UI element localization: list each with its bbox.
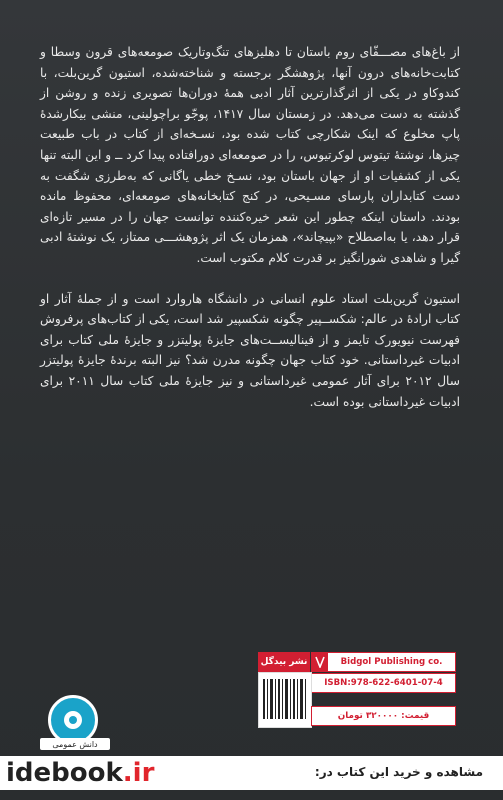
blurb-paragraph-1: از باغ‌های مصـــفّای روم باستان تا دهلیزهای تنگ‌وتاریک صومعه‌های قرون وسطا و کتابت‌خانه‌های درون آنها، پژوهشگر برجسته و شناخته‌شده، استیون گرین‌بلت، با کندوکاو در یکی از اثرگذارترین آثار ادبی همهٔ دوران‌ها تصویری زنده و روشن از گذشته به دست می‌دهد. در زمستان سال ۱۴۱۷، پوجّو براچولینی، منشی بیکارشدهٔ پاپ مخلوع که اینک شکارچی کتاب شده بود، نسـخه‌ای از کتاب در باب طبیعت چیزها، نوشتهٔ تیتوس لوکرتیوس، را در صومعه‌ای دورافتاده پیدا کرد ــ و این البته تنها یکی از کشفیات او از جهان باستان بود، نسـخ خطی یاگانی که به‌طرزی شگفت به دست کتابداران پارسای مسـیحی، در کنج کتابخانه‌های صومعه‌ای، محفوظ مانده بودند. داستان اینکه چطور این شعر خیره‌کننده توانست جهان را در مسیر تازه‌ای قرار دهد، یا به‌اصطلاح «بپیچاند»، همزمان یک اثر پژوهشـــی ممتاز، یک نوشتهٔ ادبی گیرا و شاهدی شورانگیز بر قدرت کلام مکتوب است.: [40, 45, 460, 265]
site-logo-prefix: idebook: [6, 758, 123, 788]
site-logo[interactable]: [6, 758, 154, 788]
isbn: ISBN:978-622-6401-07-4: [311, 673, 456, 693]
price: قیمت: ۳۲۰۰۰۰ تومان: [311, 706, 456, 726]
publisher-logo-icon: [312, 653, 328, 671]
publisher-name-en: Bidgol Publishing co.: [340, 657, 443, 667]
site-logo-suffix: .ir: [122, 758, 155, 788]
publisher-name-fa: نشر بیدگل: [258, 652, 310, 672]
watermark-text: مشاهده و خرید این کتاب در:: [314, 765, 483, 779]
blurb-paragraph-2: استیون گرین‌بلت استاد علوم انسانی در دانشگاه هاروارد است و از جملهٔ آثار او کتاب ارادهٔ در عالم: شکســپیر چگونه شکسپیر شد است، یکی از کتاب‌های پرفروش فهرست نیویورک تایمز و از فینالیســت‌های جایزهٔ پولیتزر و جایزهٔ ملی کتاب برای ادبیات غیرداستانی. خود کتاب جهان چگونه مدرن شد؟ نیز البته برندهٔ جایزهٔ پولیتزر سال ۲۰۱۲ برای آثار عمومی غیرداستانی و نیز جایزهٔ ملی کتاب سال ۲۰۱۱ برای ادبیات غیرداستانی بوده است.: [40, 291, 460, 409]
publisher-box: [311, 652, 456, 672]
watermark-banner[interactable]: [0, 756, 503, 790]
barcode-icon: [258, 672, 312, 728]
blurb: [40, 42, 460, 412]
category-tag: دانش عمومی: [40, 738, 110, 750]
